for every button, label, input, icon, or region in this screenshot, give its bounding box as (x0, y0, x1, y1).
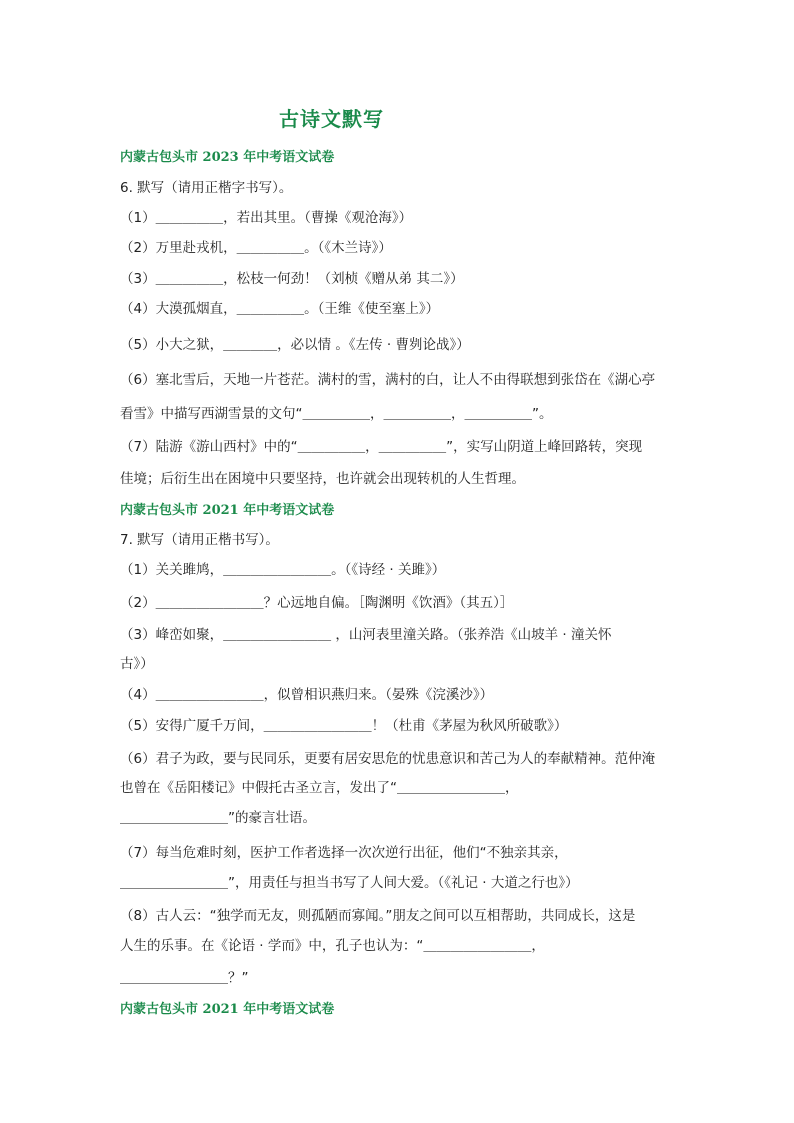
question-line: 古》） (120, 656, 154, 672)
question-line: ＿＿＿＿＿＿＿＿”，用责任与担当书写了人间大爱。（《礼记 · 大道之行也》） (120, 875, 579, 891)
question-line: （1）＿＿＿＿＿，若出其里。（曹操《观沧海》） (120, 210, 413, 226)
question-line: （4）＿＿＿＿＿＿＿＿，似曾相识燕归来。（晏殊《浣溪沙》） (120, 687, 494, 703)
question-line: （2）＿＿＿＿＿＿＿＿？心远地自偏。［陶渊明《饮酒》（其五）］ (120, 595, 514, 611)
question-line: （3）＿＿＿＿＿，松枝一何劲！（刘桢《赠从弟 其二》） (120, 271, 464, 287)
question-line: （5）安得广厦千万间，＿＿＿＿＿＿＿＿！（杜甫《茅屋为秋风所破歌》） (120, 718, 568, 734)
question-line: 6. 默写（请用正楷字书写）。 (120, 180, 293, 196)
question-line: （2）万里赴戎机，＿＿＿＿＿。（《木兰诗》） (120, 240, 392, 256)
question-line: 人生的乐事。在《论语 · 学而》中，孔子也认为：“＿＿＿＿＿＿＿＿， (120, 938, 545, 954)
question-line: ＿＿＿＿＿＿＿＿？” (120, 970, 249, 986)
question-line: （4）大漠孤烟直，＿＿＿＿＿。（王维《使至塞上》） (120, 301, 440, 317)
question-line: 佳境；后衍生出在困境中只要坚持，也许就会出现转机的人生哲理。 (120, 471, 525, 487)
question-line: （8）古人云：“独学而无友，则孤陋而寡闻。”朋友之间可以互相帮助，共同成长，这是 (120, 908, 636, 924)
question-line: （1）关关雎鸠，＿＿＿＿＿＿＿＿。（《诗经 · 关雎》） (120, 562, 446, 578)
question-line: （6）君子为政，要与民同乐，更要有居安思危的忧患意识和苦己为人的奉献精神。范仲淹 (120, 751, 656, 767)
question-line: 7. 默写（请用正楷书写）。 (120, 532, 279, 548)
question-line: （5）小大之狱，＿＿＿＿，必以情 。《左传 · 曹刿论战》） (120, 337, 470, 353)
question-line: （7）每当危难时刻，医护工作者选择一次次逆行出征，他们“不独亲其亲， (120, 845, 568, 861)
question-line: （7）陆游《游山西村》中的“＿＿＿＿＿，＿＿＿＿＿”，实写山阴道上峰回路转，突现 (120, 439, 643, 455)
section-source: 内蒙古包头市 2021 年中考语文试卷 (120, 1002, 335, 1017)
question-line: 也曾在《岳阳楼记》中假托古圣立言，发出了“＿＿＿＿＿＿＿＿， (120, 780, 519, 796)
section-source: 内蒙古包头市 2021 年中考语文试卷 (120, 503, 335, 518)
question-line: ＿＿＿＿＿＿＿＿”的豪言壮语。 (120, 810, 316, 826)
page-title: 古诗文默写 (279, 107, 384, 131)
section-source: 内蒙古包头市 2023 年中考语文试卷 (120, 150, 335, 165)
question-line: （3）峰峦如聚，＿＿＿＿＿＿＿＿ ，山河表里潼关路。（张养浩《山坡羊 · 潼关怀 (120, 627, 612, 643)
question-line: 看雪》中描写西湖雪景的文句“＿＿＿＿＿，＿＿＿＿＿，＿＿＿＿＿”。 (120, 406, 553, 422)
question-line: （6）塞北雪后，天地一片苍茫。满村的雪，满村的白，让人不由得联想到张岱在《湖心亭 (120, 372, 656, 388)
